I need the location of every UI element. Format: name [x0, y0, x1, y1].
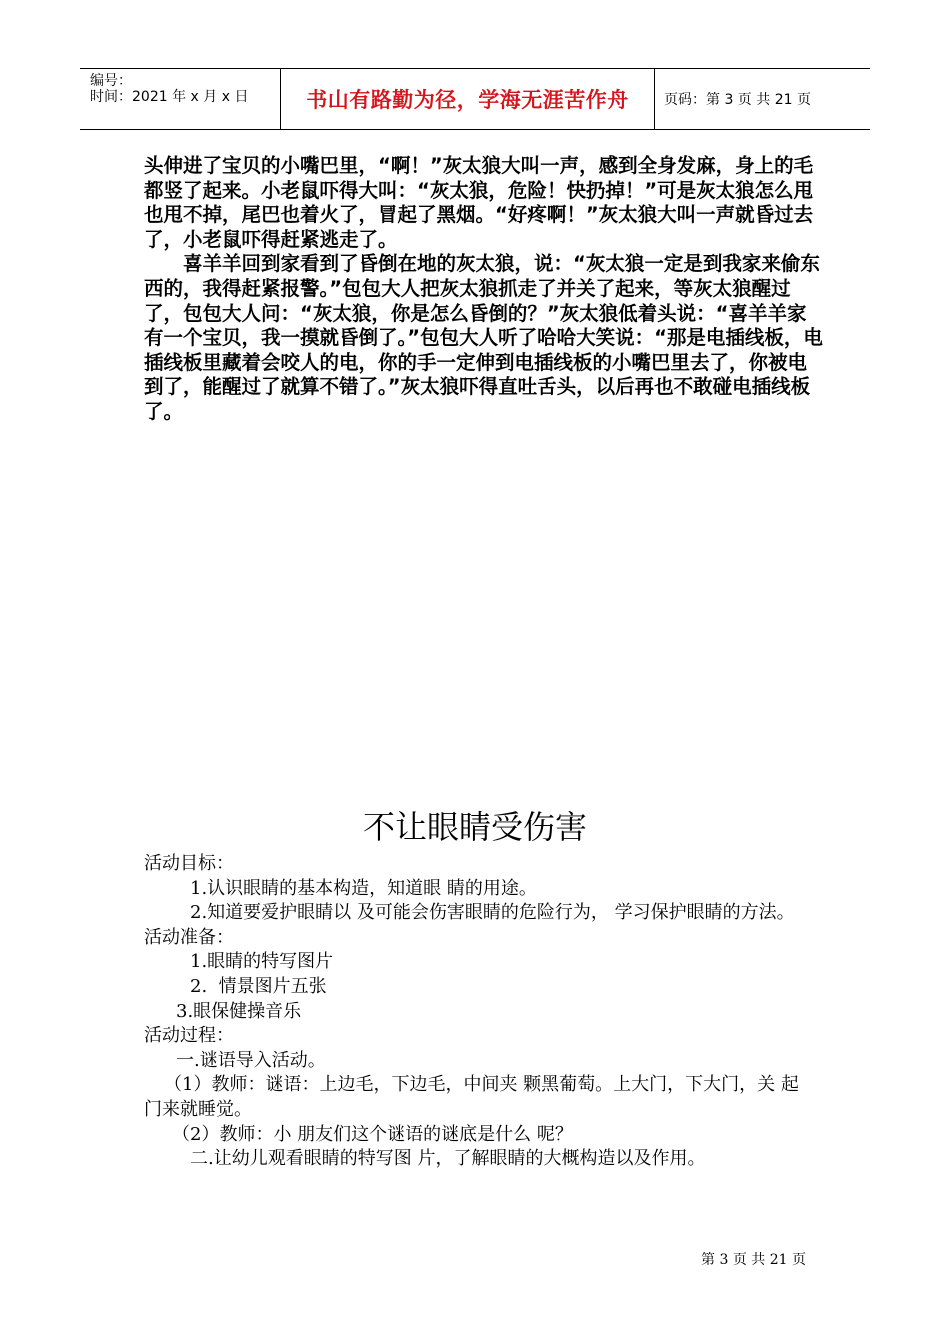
prep-item: 3.眼保健操音乐: [176, 1000, 302, 1022]
lesson-title: 不让眼睛受伤害: [362, 808, 587, 846]
process-heading: 活动过程：: [144, 1025, 234, 1047]
process-step: 一.谜语导入活动。: [176, 1049, 326, 1071]
header-page-info: 页码：第 3 页 共 21 页: [664, 92, 811, 108]
lesson-plan: [144, 852, 814, 1172]
date-label: 时间：2021 年 x 月 x 日: [90, 89, 249, 105]
prep-item: 2. 情景图片五张: [190, 975, 327, 997]
page-footer: 第 3 页 共 21 页: [701, 1252, 806, 1268]
process-step: （1）教师：谜语：上边毛，下边毛，中间夹 颗黑葡萄。上大门，下大门，关 起 门来就睡觉。: [144, 1074, 799, 1120]
process-step: 二.让幼儿观看眼睛的特写图 片，了解眼睛的大概构造以及作用。: [190, 1148, 706, 1170]
header-meta: [80, 69, 280, 133]
process-step: （2）教师：小 朋友们这个谜语的谜底是什么 呢？: [172, 1123, 573, 1145]
header-motto-cell: [280, 69, 655, 129]
page-header: [80, 68, 870, 130]
story-paragraph: 喜羊羊回到家看到了昏倒在地的灰太狼，说：“灰太狼一定是到我家来偷东西的，我得赶紧报警。”包包大人把灰太狼抓走了并关了起来，等灰太狼醒过了，包包大人问：“灰太狼，你是怎么昏倒的？”灰太狼低着头说：“喜羊羊家有一个宝贝，我一摸就昏倒了。”包包大人听了哈哈大笑说：“那是电插线板，电插线板里藏着会咬人的电，你的手一定伸到电插线板的小嘴巴里去了，你被电到了，能醒过了就算不错了。”灰太狼吓得直吐舌头，以后再也不敢碰电插线板了。: [144, 252, 823, 423]
header-motto: 书山有路勤为径，学海无涯苦作舟: [306, 88, 629, 112]
story-text: [144, 154, 824, 425]
prep-item: 1.眼睛的特写图片: [190, 951, 334, 973]
goal-item: 1.认识眼睛的基本构造，知道眼 睛的用途。: [190, 877, 537, 899]
goal-item: 2.知道要爱护眼睛以 及可能会伤害眼睛的危险行为， 学习保护眼睛的方法。: [190, 902, 795, 924]
number-label: 编号：: [90, 73, 132, 89]
story-paragraph: 头伸进了宝贝的小嘴巴里，“啊！”灰太狼大叫一声，感到全身发麻，身上的毛都竖了起来。小老鼠吓得大叫：“灰太狼，危险！快扔掉！”可是灰太狼怎么甩也甩不掉，尾巴也着火了，冒起了黑烟。“好疼啊！”灰太狼大叫一声就昏过去了，小老鼠吓得赶紧逃走了。: [144, 154, 814, 251]
goals-heading: 活动目标：: [144, 853, 234, 874]
prep-heading: 活动准备：: [144, 926, 234, 948]
